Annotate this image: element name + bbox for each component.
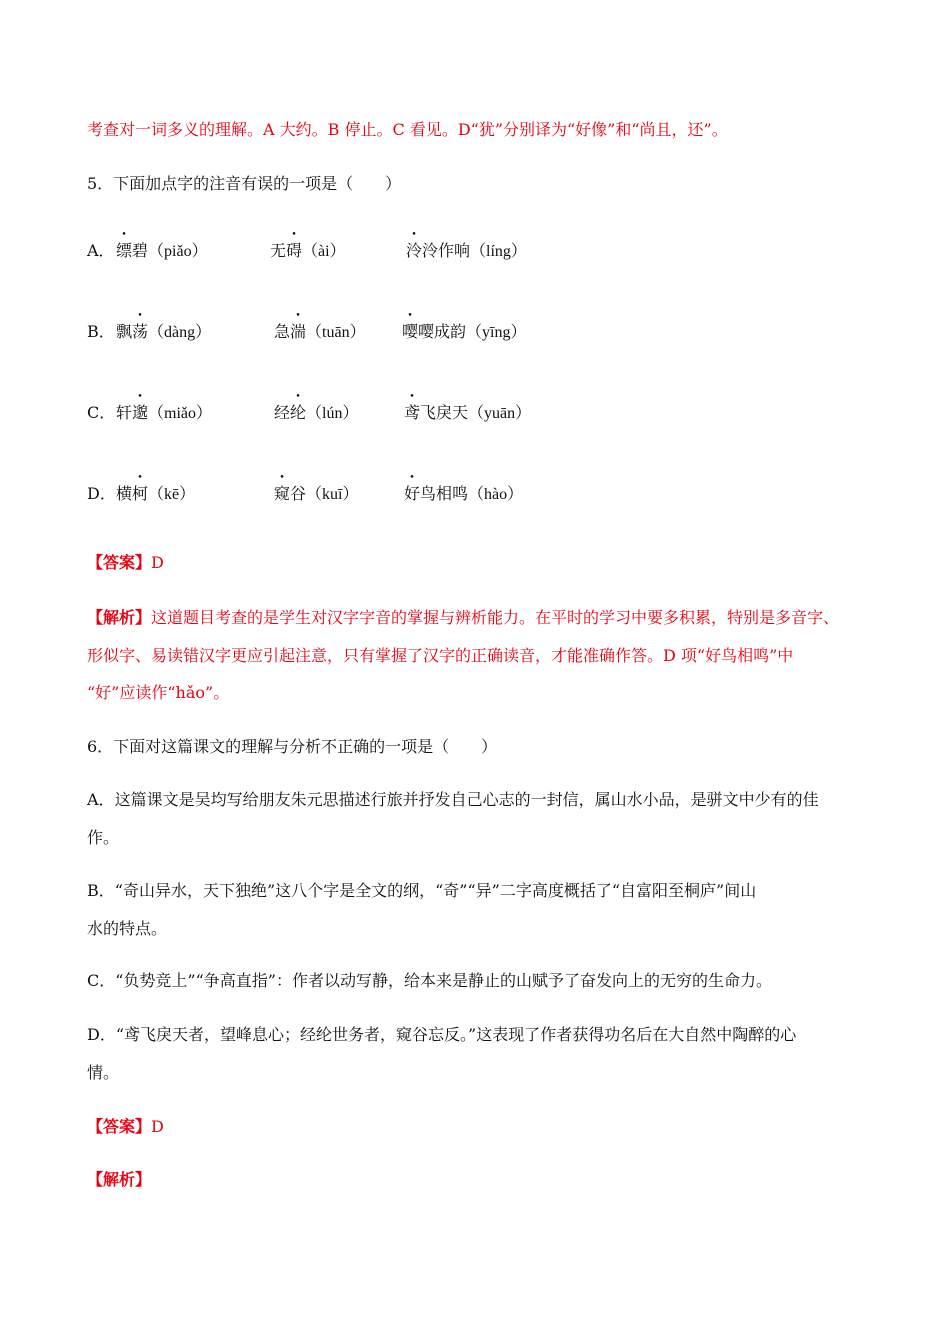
q6-option-b-line-2: 水的特点。 xyxy=(87,919,168,938)
q5-option-a-item-2: 无碍（ài） xyxy=(270,241,346,260)
dotted-char: 鸢 xyxy=(404,403,421,422)
q5-option-c-item-1: 轩邈（miǎo） xyxy=(116,403,213,422)
q5-analysis-line-2: 形似字、易读错汉字更应引起注意，只有掌握了汉字的正确读音，才能准确作答。D 项“好鸟相鸣”中 xyxy=(87,646,794,665)
q6-option-d-line-1: D．“鸢飞戾天者，望峰息心；经纶世务者，窥谷忘反。”这表现了作者获得功名后在大自然中陶醉的心 xyxy=(87,1025,797,1044)
q5-option-b-label: B． xyxy=(87,322,115,341)
q5-option-c-label: C． xyxy=(87,403,116,422)
q6-option-c-line-1: C．“负势竞上”“争高直指”：作者以动写静，给本来是静止的山赋予了奋发向上的无穷的生命力。 xyxy=(87,971,772,990)
q5-option-d-item-3: 好鸟相鸣（hào） xyxy=(404,484,524,503)
q5-stem: 5．下面加点字的注音有误的一项是（ ） xyxy=(87,174,402,193)
q6-answer xyxy=(87,1117,164,1137)
q5-option-a-item-3: 泠泠作响（líng） xyxy=(406,241,527,260)
q5-option-c-item-2: 经纶（lún） xyxy=(274,403,359,422)
dotted-char: 窥 xyxy=(274,484,291,503)
q5-option-b-item-1: 飘荡（dàng） xyxy=(116,322,212,341)
q5-option-a-item-1: 缥碧（piǎo） xyxy=(116,241,208,260)
q5-analysis-line-3: “好”应读作“hǎo”。 xyxy=(87,683,230,702)
q4-explanation: 考查对一词多义的理解。A 大约。B 停止。C 看见。D“犹”分别译为“好像”和“尚且，还”。 xyxy=(87,120,728,139)
dotted-char: 泠 xyxy=(406,241,423,260)
dotted-char: 邈 xyxy=(132,403,149,422)
q5-option-d-item-2: 窥谷（kuī） xyxy=(274,484,359,503)
q5-analysis-line-1: 【解析】这道题目考查的是学生对汉字字音的掌握与辨析能力。在平时的学习中要多积累，特别是多音字、 xyxy=(87,608,840,627)
q5-option-c-item-3: 鸢飞戾天（yuān） xyxy=(404,403,532,422)
answer-tag: 【答案】 xyxy=(87,1117,152,1136)
analysis-tag: 【解析】 xyxy=(87,608,152,627)
dotted-char: 荡 xyxy=(132,322,149,341)
answer-tag: 【答案】 xyxy=(87,553,152,572)
q6-stem: 6．下面对这篇课文的理解与分析不正确的一项是（ ） xyxy=(87,737,498,756)
q6-option-b-line-1: B．“奇山异水，天下独绝”这八个字是全文的纲，“奇”“异”二字高度概括了“自富阳至桐庐”间山 xyxy=(87,881,757,900)
dotted-char: 碍 xyxy=(286,241,303,260)
dotted-char: 好 xyxy=(404,484,421,503)
q5-option-a-label: A． xyxy=(87,241,115,260)
dotted-char: 柯 xyxy=(132,484,149,503)
answer-value: D xyxy=(151,1117,164,1136)
dotted-char: 湍 xyxy=(290,322,307,341)
q5-answer xyxy=(87,553,164,573)
answer-value: D xyxy=(151,553,164,572)
q6-analysis-tag: 【解析】 xyxy=(87,1170,152,1189)
q5-option-d-item-1: 横柯（kē） xyxy=(116,484,196,503)
dotted-char: 缥 xyxy=(116,241,133,260)
q6-option-a-line-1: A．这篇课文是吴均写给朋友朱元思描述行旅并抒发自己心志的一封信，属山水小品，是骈文中少有的佳 xyxy=(87,790,819,809)
q5-option-d-label: D． xyxy=(87,484,116,503)
dotted-char: 嘤 xyxy=(402,322,419,341)
q6-option-a-line-2: 作。 xyxy=(87,828,120,847)
dotted-char: 纶 xyxy=(290,403,307,422)
q6-option-d-line-2: 情。 xyxy=(87,1063,120,1082)
q5-option-b-item-2: 急湍（tuān） xyxy=(274,322,366,341)
q5-option-b-item-3: 嘤嘤成韵（yīng） xyxy=(402,322,527,341)
